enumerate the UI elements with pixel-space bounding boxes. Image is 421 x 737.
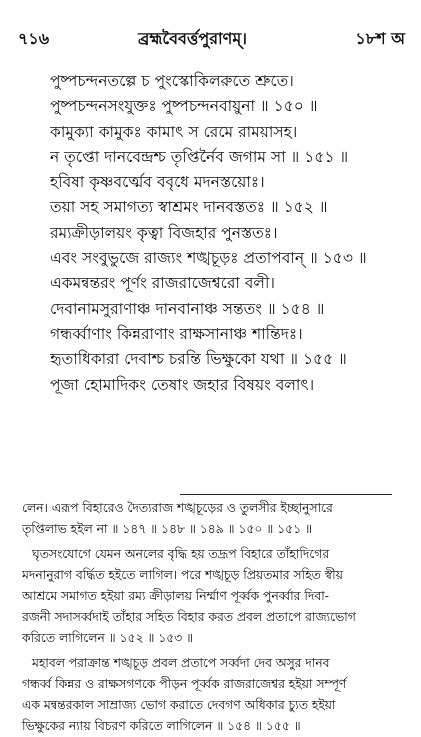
verse-line: হবিষা কৃষ্ণবর্ত্মেব ববৃধে মদনস্তয়োঃ। [50,173,265,192]
verse-line: পুষ্পচন্দনসংযুক্তঃ পুষ্পচন্দনবায়ুনা ॥ ১৫০ ॥ [50,97,318,116]
commentary-line: মহাবল পরাক্রান্ত শঙ্খচূড় প্রবল প্রতাপে সর্ব্বদা দেব অসুর দানব [32,656,330,670]
commentary-line: তৃপ্তিলাভ হইল না ॥ ১৪৭ ॥ ১৪৮ ॥ ১৪৯ ॥ ১৫০ ॥ ১৫১ ॥ [22,522,312,536]
commentary-line: রজনী সদাসর্ব্বদাই তাঁহার সহিত বিহার করত প্রবল প্রতাপে রাজ্যভোগ [22,610,356,624]
verse-line: পূজা হোমাদিকং তেষাং জহার বিষয়ং বলাৎ। [50,375,315,394]
commentary-line: এক মন্বন্তরকাল সাম্রাজ্য ভোগ করাতে দেবগণ অধিকার চ্যুত হইয়া [22,698,336,712]
commentary-line: ঘৃতসংযোগে যেমন অনলের বৃদ্ধি হয় তদ্রূপ বিহারে তাঁহাদিগের [32,547,330,561]
commentary-line: আশ্রমে সমাগত হইয়া রম্য ক্রীড়ালয় নির্ম্মাণ পূর্ব্বক পুনর্ব্বার দিবা- [22,589,329,603]
sanskrit-verses [50,69,412,398]
commentary-line: গন্ধর্ব্ব কিন্নর ও রাক্ষসগণকে পীড়ন পূর্ব্বক রাজরাজেশ্বর হইয়া সম্পূর্ণ [22,677,347,691]
page-header [18,22,405,50]
verse-line: ন তৃপ্তো দানবেন্দ্রশ্চ তৃপ্তির্নৈব জগাম সা ॥ ১৫১ ॥ [50,147,349,166]
running-title: ব্রহ্মবৈবর্ত্তপুরাণম্‌। [138,29,247,48]
chapter-marker: ১৮শ অ [355,29,405,48]
commentary-line: করিতে লাগিলেন ॥ ১৫২ ॥ ১৫৩ ॥ [22,631,194,645]
page-number: ৭১৬ [18,29,50,48]
verse-line: এবং সংবুভুজে রাজ্যং শঙ্খচূড়ঃ প্রতাপবান্‌ ॥ ১৫৩ ॥ [50,249,367,268]
verse-line: তয়া সহ সমাগত্য স্বাশ্রমং দানবস্ততঃ ॥ ১৫২ ॥ [50,198,328,217]
verse-line: গন্ধর্ব্বাণাং কিন্নরাণাং রাক্ষসানাঞ্চ শান্তিদঃ। [50,324,303,343]
verse-line: দেবানামসুরাণাঞ্চ দানবানাঞ্চ সন্ততং ॥ ১৫৪ ॥ [50,299,325,318]
verse-line: পুষ্পচন্দনতল্পে চ পুংস্কোকিলরুতে শ্রুতে। [50,72,294,90]
commentary-line: ভিক্ষুকের ন্যায় বিচরণ করিতে লাগিলেন ॥ ১৫৪ ॥ ১৫৫ ॥ [22,719,301,733]
verse-line: রম্যক্রীড়ালয়ং কৃত্বা বিজহার পুনস্ততঃ। [50,223,278,242]
commentary-line: মদনানুরাগ বর্দ্ধিত হইতে লাগিল। পরে শঙ্খচূড় প্রিয়তমার সহিত স্বীয় [22,568,343,582]
commentary-line: লেন। এরূপ বিহারেও দৈত্যরাজ শঙ্খচূড়ের ও তুলসীর ইচ্ছানুসারে [22,501,333,515]
verse-line: হৃতাধিকারা দেবাশ্চ চরন্তি ভিক্ষুকো যথা ॥ ১৫৫ ॥ [50,350,347,369]
bengali-commentary [22,498,404,737]
verse-line: কামুক্যা কামুকঃ কামাৎ স রেমে রাময়াসহ। [50,122,298,141]
section-divider [180,494,392,495]
verse-line: একমন্বন্তরং পূর্ণং রাজরাজেশ্বরো বলী। [50,274,275,293]
